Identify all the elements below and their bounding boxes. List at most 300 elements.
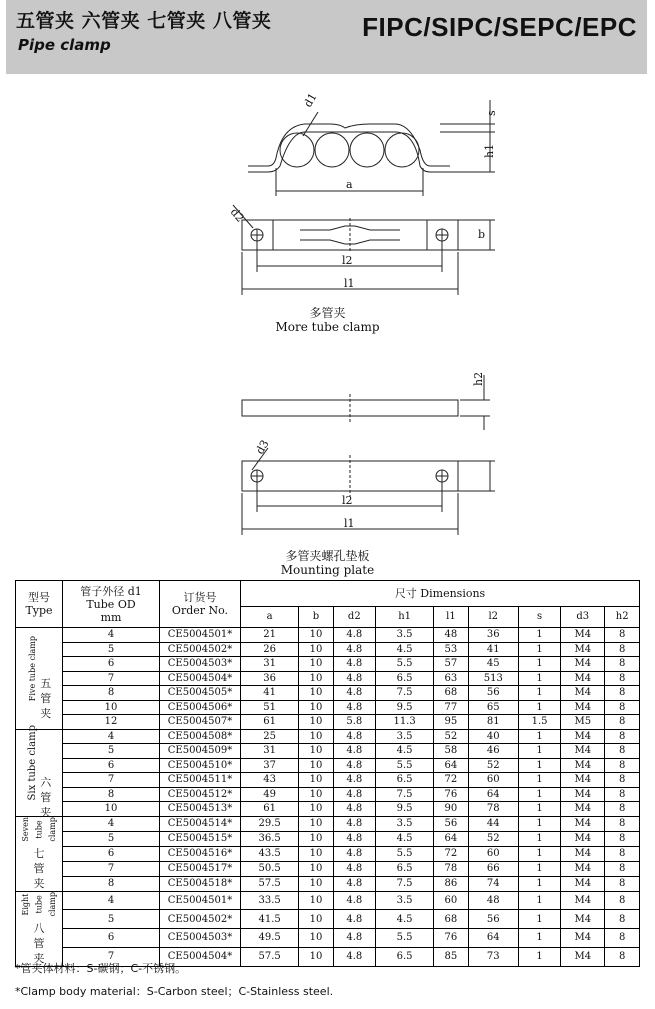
- table-cell: M4: [561, 816, 605, 831]
- table-cell: 49: [241, 787, 299, 802]
- table-cell: 7.5: [375, 876, 433, 891]
- table-cell: M4: [561, 910, 605, 929]
- table-cell: 1: [518, 831, 560, 846]
- table-cell: 60: [434, 891, 468, 910]
- group-label-cn-char: 管: [40, 691, 52, 705]
- title-cn: 五管夹 六管夹 七管夹 八管夹: [16, 10, 272, 32]
- table-cell: CE5004511*: [160, 773, 241, 788]
- table-cell: 11.3: [375, 715, 433, 730]
- table-cell: 33.5: [241, 891, 299, 910]
- table-cell: 513: [468, 671, 518, 686]
- table-cell: 4.5: [375, 744, 433, 759]
- table-cell: 63: [434, 671, 468, 686]
- table-cell: 1: [518, 657, 560, 672]
- dim-l1-plate: l1: [344, 517, 355, 530]
- table-cell: 9.5: [375, 700, 433, 715]
- table-cell: 4.5: [375, 831, 433, 846]
- table-cell: CE5004505*: [160, 686, 241, 701]
- table-cell: M4: [561, 642, 605, 657]
- group-label-en: Eight tube clamp: [20, 891, 57, 917]
- dim-d2: d2: [227, 205, 247, 225]
- table-cell: 1: [518, 642, 560, 657]
- table-cell: 61: [241, 802, 299, 817]
- table-cell: CE5004502*: [160, 642, 241, 657]
- table-cell: 6.5: [375, 947, 433, 966]
- table-cell: CE5004514*: [160, 816, 241, 831]
- table-cell: 5: [63, 744, 160, 759]
- table-cell: 4.8: [333, 729, 375, 744]
- table-cell: 5.5: [375, 846, 433, 861]
- table-cell: M4: [561, 846, 605, 861]
- table-cell: 6.5: [375, 773, 433, 788]
- table-cell: 10: [299, 910, 333, 929]
- caption-clamp-en: More tube clamp: [275, 320, 380, 334]
- table-cell: 8: [605, 773, 640, 788]
- table-cell: 58: [434, 744, 468, 759]
- table-row: [16, 787, 640, 802]
- table-cell: 10: [299, 686, 333, 701]
- clamp-side-view: [248, 100, 495, 196]
- table-cell: 50.5: [241, 861, 299, 876]
- table-cell: 90: [434, 802, 468, 817]
- table-cell: 4.8: [333, 657, 375, 672]
- caption-plate-cn: 多管夹螺孔垫板: [285, 549, 370, 563]
- table-cell: 52: [468, 758, 518, 773]
- col-order-cn: 订货号: [183, 591, 217, 604]
- table-cell: 1: [518, 846, 560, 861]
- table-cell: 4.8: [333, 831, 375, 846]
- note-en: *Clamp body material：S-Carbon steel；C-Stainless steel.: [15, 985, 334, 998]
- table-cell: 4.8: [333, 700, 375, 715]
- group-label-cn: [33, 921, 45, 966]
- table-cell: 6.5: [375, 861, 433, 876]
- table-cell: 10: [299, 846, 333, 861]
- table-cell: 8: [605, 846, 640, 861]
- table-cell: 4.8: [333, 758, 375, 773]
- table-cell: 37: [241, 758, 299, 773]
- dim-a: a: [346, 178, 353, 191]
- spec-table: [15, 580, 640, 967]
- table-cell: 64: [434, 831, 468, 846]
- table-cell: CE5004504*: [160, 671, 241, 686]
- group-label-cn-char: 夹: [33, 951, 45, 965]
- col-order-en: Order No.: [171, 604, 229, 617]
- table-row: [16, 876, 640, 891]
- table-cell: 10: [299, 787, 333, 802]
- table-cell: 3.5: [375, 816, 433, 831]
- table-cell: 8: [605, 861, 640, 876]
- table-cell: 44: [468, 816, 518, 831]
- table-cell: 10: [299, 758, 333, 773]
- table-cell: 8: [605, 671, 640, 686]
- table-cell: CE5004512*: [160, 787, 241, 802]
- table-cell: 43.5: [241, 846, 299, 861]
- table-cell: 56: [468, 910, 518, 929]
- table-row: [16, 891, 640, 910]
- group-label-cn-char: 管: [33, 936, 45, 950]
- table-cell: CE5004504*: [160, 947, 241, 966]
- table-cell: 10: [299, 671, 333, 686]
- table-row: [16, 831, 640, 846]
- table-cell: 1: [518, 929, 560, 948]
- table-cell: 4: [63, 816, 160, 831]
- group-label-en: Five tube clamp: [28, 635, 38, 701]
- table-row: [16, 729, 640, 744]
- table-cell: 68: [434, 910, 468, 929]
- table-cell: 60: [468, 846, 518, 861]
- col-dim-b: b: [299, 606, 333, 627]
- table-cell: 1: [518, 628, 560, 643]
- table-cell: 8: [605, 715, 640, 730]
- table-cell: 4.8: [333, 744, 375, 759]
- table-cell: CE5004508*: [160, 729, 241, 744]
- dim-l1: l1: [344, 277, 355, 290]
- table-cell: M4: [561, 876, 605, 891]
- table-cell: M4: [561, 628, 605, 643]
- table-row: [16, 715, 640, 730]
- table-cell: 8: [605, 802, 640, 817]
- table-cell: 1: [518, 910, 560, 929]
- dim-h2: h2: [472, 371, 485, 386]
- table-cell: CE5004509*: [160, 744, 241, 759]
- table-cell: 1: [518, 686, 560, 701]
- table-row: [16, 861, 640, 876]
- table-cell: 64: [468, 929, 518, 948]
- group-label: [16, 816, 63, 891]
- table-cell: 10: [299, 700, 333, 715]
- col-od-cn: 管子外径 d1: [80, 584, 142, 598]
- table-cell: 57: [434, 657, 468, 672]
- dim-s: s: [485, 110, 498, 116]
- table-cell: 31: [241, 744, 299, 759]
- table-cell: 36: [468, 628, 518, 643]
- product-code: FIPC/SIPC/SEPC/EPC: [362, 12, 637, 42]
- table-cell: 10: [299, 773, 333, 788]
- table-cell: CE5004503*: [160, 929, 241, 948]
- table-cell: M4: [561, 787, 605, 802]
- table-cell: 60: [468, 773, 518, 788]
- table-cell: M4: [561, 861, 605, 876]
- table-cell: M4: [561, 947, 605, 966]
- table-cell: 3.5: [375, 729, 433, 744]
- table-cell: 8: [605, 700, 640, 715]
- group-label-cn-char: 六: [40, 776, 52, 790]
- group-label-cn-char: 夹: [40, 806, 52, 820]
- table-cell: 4.8: [333, 846, 375, 861]
- table-cell: 8: [605, 831, 640, 846]
- table-cell: 8: [605, 628, 640, 643]
- table-row: [16, 628, 640, 643]
- table-cell: 7: [63, 671, 160, 686]
- table-cell: 10: [299, 802, 333, 817]
- table-cell: M4: [561, 686, 605, 701]
- group-label-cn-char: 七: [33, 846, 45, 860]
- table-cell: 1: [518, 744, 560, 759]
- table-cell: 57.5: [241, 947, 299, 966]
- col-dimensions: 尺寸 Dimensions: [241, 581, 640, 607]
- table-cell: 81: [468, 715, 518, 730]
- table-cell: 51: [241, 700, 299, 715]
- table-cell: 29.5: [241, 816, 299, 831]
- table-cell: 1: [518, 876, 560, 891]
- table-cell: 1.5: [518, 715, 560, 730]
- table-cell: 8: [605, 910, 640, 929]
- table-cell: 10: [299, 861, 333, 876]
- group-label-cn: [40, 775, 52, 820]
- group-label-en: Six tube clamp: [27, 724, 39, 801]
- table-cell: M4: [561, 758, 605, 773]
- group-label-en: Seven tube clamp: [20, 816, 57, 842]
- table-cell: 6: [63, 846, 160, 861]
- table-cell: 6: [63, 758, 160, 773]
- table-cell: 45: [468, 657, 518, 672]
- table-row: [16, 758, 640, 773]
- table-cell: 31: [241, 657, 299, 672]
- table-cell: 43: [241, 773, 299, 788]
- table-cell: M4: [561, 700, 605, 715]
- table-cell: 8: [605, 758, 640, 773]
- table-cell: M5: [561, 715, 605, 730]
- table-cell: M4: [561, 744, 605, 759]
- table-cell: 1: [518, 700, 560, 715]
- table-cell: 4.8: [333, 929, 375, 948]
- table-cell: 8: [605, 787, 640, 802]
- table-cell: CE5004510*: [160, 758, 241, 773]
- table-cell: 10: [299, 744, 333, 759]
- table-cell: 25: [241, 729, 299, 744]
- col-type: [16, 581, 63, 628]
- table-cell: M4: [561, 802, 605, 817]
- table-cell: 5: [63, 910, 160, 929]
- table-cell: 10: [299, 876, 333, 891]
- table-cell: 10: [299, 715, 333, 730]
- table-cell: 36.5: [241, 831, 299, 846]
- table-cell: 66: [468, 861, 518, 876]
- table-row: [16, 744, 640, 759]
- group-label-cn-char: 夹: [40, 706, 52, 720]
- table-cell: 4: [63, 891, 160, 910]
- col-type-en: Type: [25, 604, 53, 617]
- table-cell: 56: [434, 816, 468, 831]
- note-cn: *管夹体材料：S-碳钢；C-不锈钢。: [15, 962, 187, 975]
- table-cell: 8: [605, 929, 640, 948]
- table-cell: CE5004501*: [160, 628, 241, 643]
- table-cell: 48: [468, 891, 518, 910]
- table-cell: 41.5: [241, 910, 299, 929]
- table-cell: 48: [434, 628, 468, 643]
- table-cell: 12: [63, 715, 160, 730]
- table-cell: 8: [605, 891, 640, 910]
- table-cell: 64: [468, 787, 518, 802]
- table-cell: 8: [605, 744, 640, 759]
- table-cell: 57.5: [241, 876, 299, 891]
- col-od-en: Tube OD: [86, 597, 136, 611]
- group-label-cn: [33, 846, 45, 891]
- table-cell: 52: [468, 831, 518, 846]
- table-row: [16, 657, 640, 672]
- table-cell: 78: [468, 802, 518, 817]
- table-cell: 10: [299, 831, 333, 846]
- col-dim-h1: h1: [375, 606, 433, 627]
- table-cell: 4.8: [333, 802, 375, 817]
- col-dim-d2: d2: [333, 606, 375, 627]
- table-cell: M4: [561, 671, 605, 686]
- table-cell: 4.8: [333, 891, 375, 910]
- table-row: [16, 802, 640, 817]
- table-cell: 61: [241, 715, 299, 730]
- table-cell: 8: [63, 686, 160, 701]
- table-cell: CE5004516*: [160, 846, 241, 861]
- group-label: [16, 891, 63, 966]
- table-cell: 9.5: [375, 802, 433, 817]
- table-cell: 4.8: [333, 861, 375, 876]
- dim-l2: l2: [342, 254, 353, 267]
- group-label-cn-char: 管: [40, 791, 52, 805]
- dim-l2-plate: l2: [342, 494, 353, 507]
- table-cell: 8: [605, 642, 640, 657]
- table-cell: 56: [468, 686, 518, 701]
- table-cell: 41: [468, 642, 518, 657]
- table-cell: 4.8: [333, 671, 375, 686]
- table-cell: 76: [434, 787, 468, 802]
- table-cell: 52: [434, 729, 468, 744]
- table-cell: CE5004503*: [160, 657, 241, 672]
- header-banner: [6, 0, 647, 74]
- table-cell: 68: [434, 686, 468, 701]
- group-label-cn: [40, 676, 52, 721]
- table-cell: 1: [518, 947, 560, 966]
- table-cell: 1: [518, 729, 560, 744]
- table-cell: 8: [605, 816, 640, 831]
- dim-d1: d1: [301, 90, 320, 110]
- table-cell: M4: [561, 657, 605, 672]
- table-cell: 53: [434, 642, 468, 657]
- table-cell: 4.8: [333, 628, 375, 643]
- table-cell: 10: [299, 929, 333, 948]
- table-row: [16, 700, 640, 715]
- table-cell: 5: [63, 642, 160, 657]
- table-cell: 4.8: [333, 686, 375, 701]
- col-order: [160, 581, 241, 628]
- table-cell: 8: [605, 729, 640, 744]
- table-row: [16, 816, 640, 831]
- table-cell: 1: [518, 861, 560, 876]
- table-cell: 7.5: [375, 787, 433, 802]
- col-dim-a: a: [241, 606, 299, 627]
- table-cell: 26: [241, 642, 299, 657]
- table-cell: M4: [561, 929, 605, 948]
- clamp-top-view: [233, 205, 495, 295]
- table-cell: 4.8: [333, 773, 375, 788]
- group-label: [16, 724, 63, 820]
- table-cell: 10: [63, 802, 160, 817]
- table-cell: 10: [299, 816, 333, 831]
- table-cell: CE5004513*: [160, 802, 241, 817]
- table-cell: 73: [468, 947, 518, 966]
- table-row: [16, 910, 640, 929]
- table-cell: 40: [468, 729, 518, 744]
- table-cell: 1: [518, 802, 560, 817]
- table-cell: CE5004507*: [160, 715, 241, 730]
- table-cell: 8: [605, 686, 640, 701]
- group-label-cn-char: 夹: [33, 876, 45, 890]
- table-cell: 77: [434, 700, 468, 715]
- table-cell: 95: [434, 715, 468, 730]
- title-en: Pipe clamp: [18, 36, 111, 54]
- table-cell: CE5004502*: [160, 910, 241, 929]
- table-cell: 1: [518, 891, 560, 910]
- table-cell: 1: [518, 758, 560, 773]
- table-cell: 7: [63, 947, 160, 966]
- table-cell: 46: [468, 744, 518, 759]
- table-row: [16, 642, 640, 657]
- plate-top-view: [242, 448, 495, 535]
- col-od-unit: mm: [100, 610, 122, 624]
- table-cell: 10: [299, 628, 333, 643]
- table-cell: 1: [518, 671, 560, 686]
- table-cell: 4.5: [375, 910, 433, 929]
- table-cell: 4.8: [333, 787, 375, 802]
- table-cell: 4.5: [375, 642, 433, 657]
- table-cell: M4: [561, 773, 605, 788]
- table-cell: 8: [63, 787, 160, 802]
- table-cell: 5.5: [375, 657, 433, 672]
- table-cell: 10: [63, 700, 160, 715]
- table-cell: 3.5: [375, 891, 433, 910]
- table-cell: 76: [434, 929, 468, 948]
- table-cell: 3.5: [375, 628, 433, 643]
- table-row: [16, 846, 640, 861]
- col-od: [63, 581, 160, 628]
- table-cell: 41: [241, 686, 299, 701]
- col-dim-l2: l2: [468, 606, 518, 627]
- table-cell: 10: [299, 729, 333, 744]
- table-cell: 7.5: [375, 686, 433, 701]
- table-cell: CE5004501*: [160, 891, 241, 910]
- group-label: [16, 628, 63, 730]
- table-cell: CE5004515*: [160, 831, 241, 846]
- table-cell: 72: [434, 773, 468, 788]
- table-cell: 1: [518, 787, 560, 802]
- col-dim-h2: h2: [605, 606, 640, 627]
- table-cell: M4: [561, 729, 605, 744]
- table-cell: 1: [518, 773, 560, 788]
- table-cell: CE5004517*: [160, 861, 241, 876]
- table-cell: 64: [434, 758, 468, 773]
- table-cell: 10: [299, 642, 333, 657]
- caption-plate-en: Mounting plate: [280, 563, 375, 577]
- table-cell: 78: [434, 861, 468, 876]
- table-cell: 21: [241, 628, 299, 643]
- table-cell: M4: [561, 891, 605, 910]
- col-dim-s: s: [518, 606, 560, 627]
- table-cell: 5.5: [375, 929, 433, 948]
- table-cell: 8: [605, 876, 640, 891]
- table-cell: 10: [299, 947, 333, 966]
- table-cell: 10: [299, 657, 333, 672]
- dim-h1: h1: [483, 143, 496, 158]
- table-cell: 74: [468, 876, 518, 891]
- table-cell: 49.5: [241, 929, 299, 948]
- table-cell: 4.8: [333, 816, 375, 831]
- table-row: [16, 671, 640, 686]
- group-label-cn-char: 八: [33, 921, 45, 935]
- table-cell: CE5004506*: [160, 700, 241, 715]
- table-cell: 36: [241, 671, 299, 686]
- table-row: [16, 773, 640, 788]
- table-cell: M4: [561, 831, 605, 846]
- table-cell: 8: [63, 876, 160, 891]
